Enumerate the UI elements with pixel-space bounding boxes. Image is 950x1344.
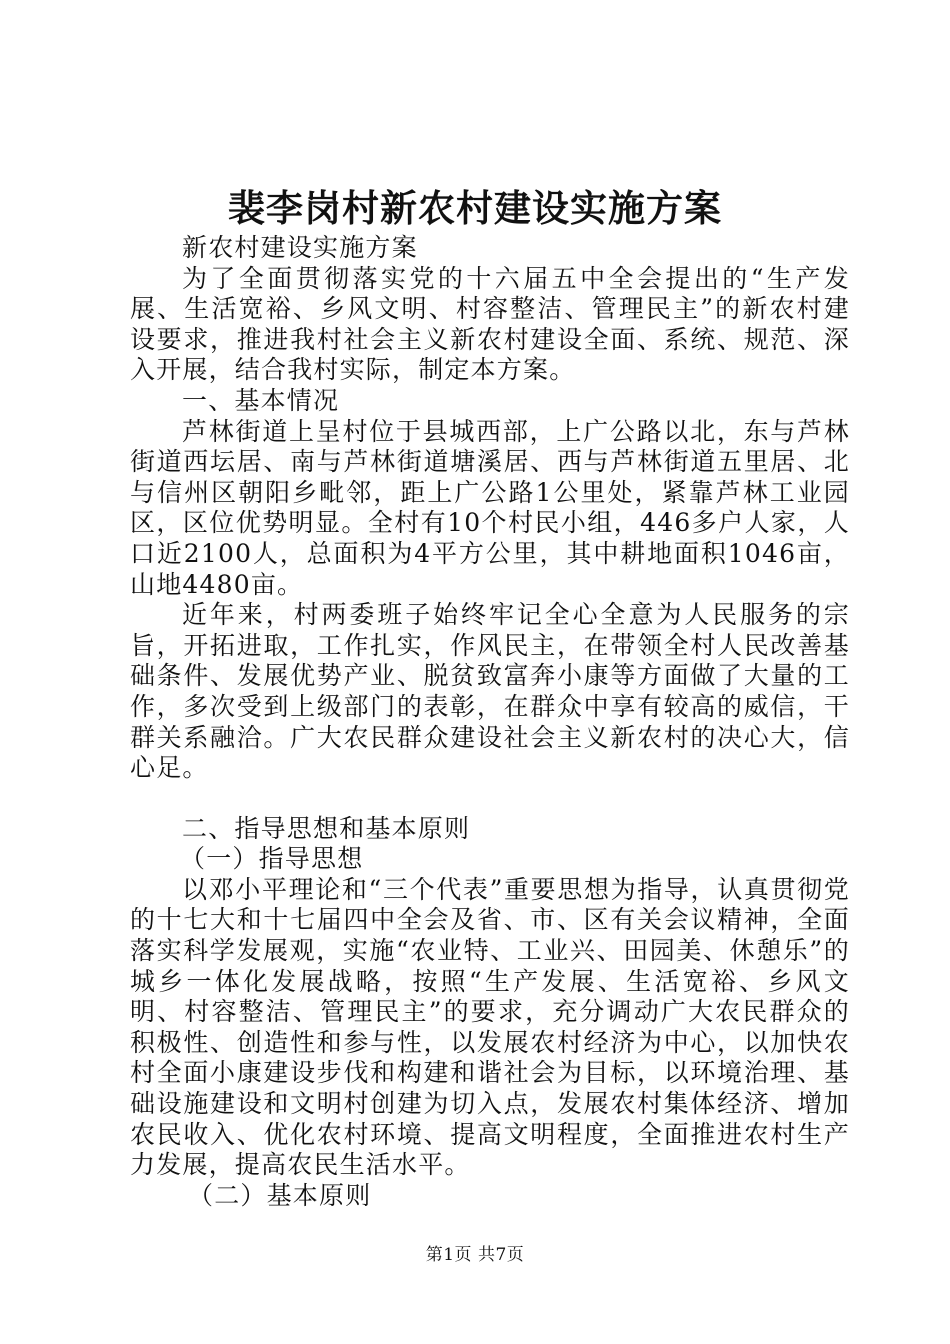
subsection-heading-guiding-thought: （一）指导思想 (180, 844, 364, 874)
basic-situation-paragraph-2: 近年来，村两委班子始终牢记全心全意为人民服务的宗旨，开拓进取，工作扎实，作风民主，在带领全村人民改善基础条件、发展优势产业、脱贫致富奔小康等方面做了大量的工作，多次受到上级部门的表彰，在群众中享有较高的威信，干群关系融洽。广大农民群众建设社会主义新农村的决心大，信心足。 (130, 600, 850, 783)
document-body (130, 233, 850, 1211)
guiding-thought-paragraph: 以邓小平理论和“三个代表”重要思想为指导，认真贯彻党的十七大和十七届四中全会及省、市、区有关会议精神，全面落实科学发展观，实施“农业特、工业兴、田园美、休憩乐”的城乡一体化发展战略，按照“生产发展、生活宽裕、乡风文明、村容整洁、管理民主”的要求，充分调动广大农民群众的积极性、创造性和参与性，以发展农村经济为中心，以加快农村全面小康建设步伐和构建和谐社会为目标，以环境治理、基础设施建设和文明村创建为切入点，发展农村集体经济、增加农民收入、优化农村环境、提高文明程度，全面推进农村生产力发展，提高农民生活水平。 (130, 874, 850, 1180)
section-heading-basic-situation: 一、基本情况 (182, 385, 340, 415)
page-footer: 第1页 共7页 (425, 1245, 525, 1265)
subsection-heading-basic-principles: （二）基本原则 (188, 1180, 372, 1210)
page-title: 裴李岗村新农村建设实施方案 (228, 186, 722, 230)
paragraph-gap (130, 784, 850, 814)
intro-paragraph: 为了全面贯彻落实党的十六届五中全会提出的“生产发展、生活宽裕、乡风文明、村容整洁、管理民主”的新农村建设要求，推进我村社会主义新农村建设全面、系统、规范、深入开展，结合我村实际，制定本方案。 (130, 263, 850, 385)
basic-situation-paragraph-1: 芦林街道上呈村位于县城西部，上广公路以北，东与芦林街道西坛居、南与芦林街道塘溪居、西与芦林街道五里居、北与信州区朝阳乡毗邻，距上广公路1公里处，紧靠芦林工业园区，区位优势明显。全村有10个村民小组，446多户人家，人口近2100人，总面积为4平方公里，其中耕地面积1046亩，山地4480亩。 (130, 416, 850, 599)
section-heading-guiding-principles: 二、指导思想和基本原则 (182, 813, 471, 843)
document-subtitle: 新农村建设实施方案 (182, 233, 418, 262)
